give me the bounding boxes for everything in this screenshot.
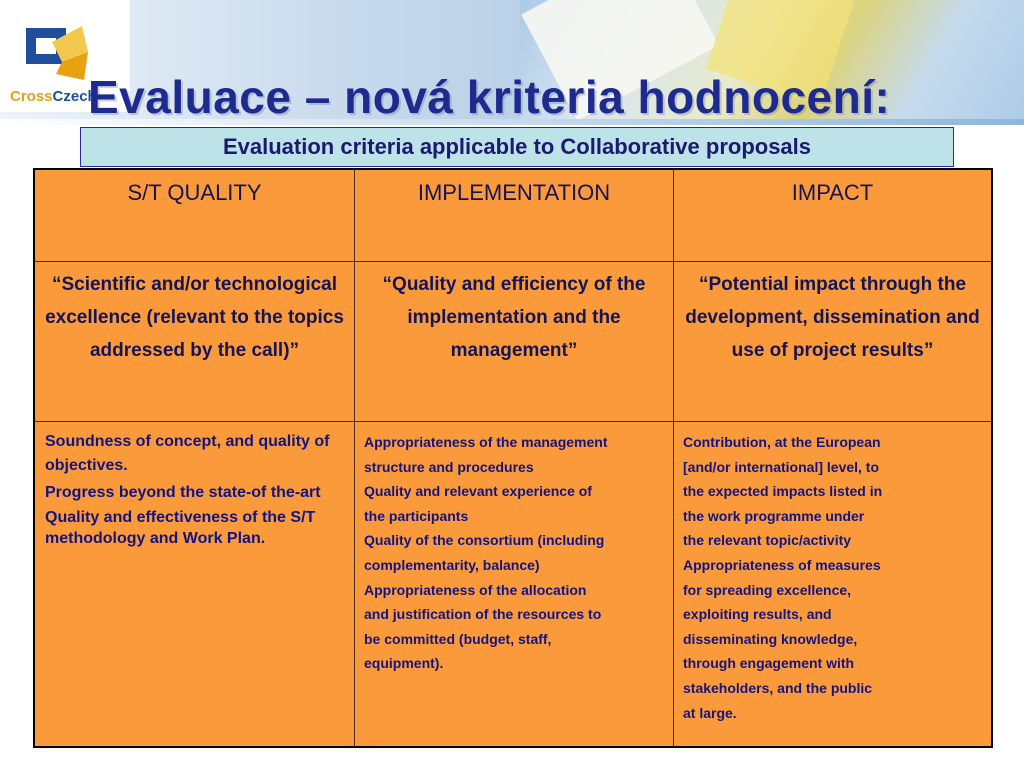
detail-line: for spreading excellence, [683,581,852,598]
header-impact: IMPACT [674,170,991,262]
detail-line: the participants [364,507,469,524]
page-title: Evaluace – nová kriteria hodnocení: [88,71,891,123]
detail-line: and justification of the resources to [364,606,602,623]
detail-line: Contribution, at the European [683,434,881,450]
logo-text: CrossCzech [10,88,97,105]
logo-mark-icon [22,22,94,84]
detail-line: be committed (budget, staff, [364,630,552,647]
detail-line: Quality of the consortium (including [364,532,605,549]
detail-line: Appropriateness of the allocation [364,581,587,598]
detail-line: Appropriateness of measures [683,556,881,573]
criterion-impact: “Potential impact through the development, dissemination and use of project results” [674,262,991,422]
detail-line: the relevant topic/activity [683,532,852,549]
detail-line: Appropriateness of the management [364,434,608,450]
subtitle-text: Evaluation criteria applicable to Collaborative proposals [222,134,812,159]
detail-line: through engagement with [683,655,855,672]
header-implementation: IMPLEMENTATION [355,170,674,262]
detail-item: Soundness of concept, and quality of objectives. [45,433,330,474]
detail-line: Quality and relevant experience of [364,483,592,500]
details-impact [674,422,991,746]
criteria-table [33,168,993,748]
detail-line: equipment). [364,655,444,672]
detail-line: structure and procedures [364,458,534,475]
subtitle-banner [80,127,954,167]
details-implementation [355,422,674,746]
detail-line: disseminating knowledge, [683,630,858,647]
detail-line: [and/or international] level, to [683,458,880,475]
header-st-quality: S/T QUALITY [35,170,355,262]
detail-line: exploiting results, and [683,606,832,623]
detail-line: stakeholders, and the public [683,679,873,696]
details-st-quality [35,422,355,746]
detail-line: complementarity, balance) [364,556,540,573]
detail-line: at large. [683,704,737,721]
detail-item: Quality and effectiveness of the S/T methodology and Work Plan. [45,509,316,547]
detail-line: the expected impacts listed in [683,483,883,500]
criterion-st-quality: “Scientific and/or technological excellence (relevant to the topics addressed by the call)” [35,262,355,422]
criterion-implementation: “Quality and efficiency of the implementation and the management” [355,262,674,422]
detail-line: the work programme under [683,507,865,524]
detail-item: Progress beyond the state-of the-art [45,484,321,501]
